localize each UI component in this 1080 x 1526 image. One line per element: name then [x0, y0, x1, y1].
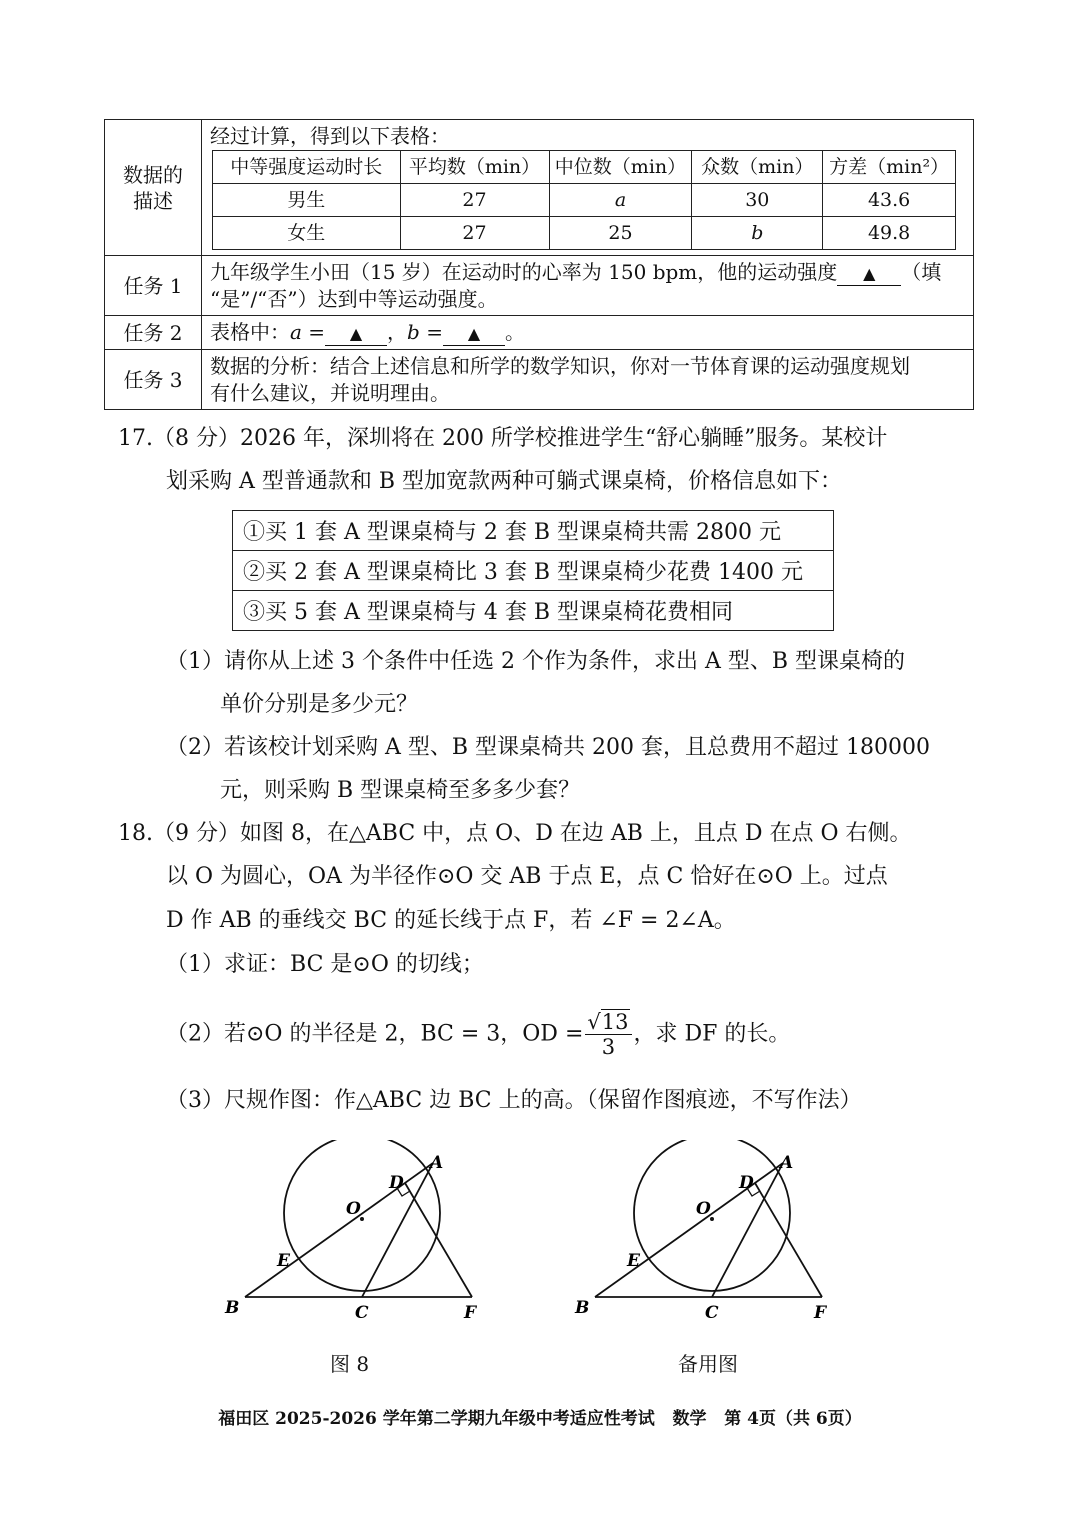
q18-line1: 18.（9 分）如图 8，在△ABC 中，点 O、D 在边 AB 上，且点 D 在点 O 右侧。: [118, 821, 912, 846]
stats-cell: 30: [692, 184, 823, 217]
label-b: B: [225, 1298, 240, 1318]
label-o: O: [346, 1199, 361, 1219]
stats-cell: 49.8: [823, 217, 956, 250]
label-f: F: [814, 1303, 827, 1323]
stats-header-cell: 平均数（min）: [400, 151, 549, 184]
q18-od-numerator: 13: [601, 1010, 629, 1034]
stats-cell: b: [692, 217, 823, 250]
label-o: O: [696, 1199, 711, 1219]
task2-a-blank[interactable]: ▲: [325, 323, 387, 346]
label-a: A: [780, 1153, 794, 1173]
task1-body: [202, 256, 974, 316]
q17-part2-line2: 元，则采购 B 型课桌椅至多多少套？: [220, 778, 581, 803]
stats-cell: 43.6: [823, 184, 956, 217]
q17-line1: 17.（8 分）2026 年，深圳将在 200 所学校推进学生“舒心躺睡”服务。某校计: [118, 426, 888, 451]
q17-part1-line1: （1）请你从上述 3 个条件中任选 2 个作为条件，求出 A 型、B 型课桌椅的: [166, 649, 906, 674]
data-description-label: [105, 120, 202, 256]
stats-cell: 男生: [213, 184, 401, 217]
task3-body: [202, 350, 974, 410]
stats-cell: 女生: [213, 217, 401, 250]
label-f: F: [464, 1303, 477, 1323]
circle-o: [284, 1140, 440, 1291]
stats-header-cell: 中等强度运动时长: [213, 151, 401, 184]
task1-label: 任务 1: [105, 256, 202, 316]
q18-od-denominator: 3: [601, 1035, 616, 1059]
data-description-body: [202, 120, 974, 256]
stats-header-row: [213, 151, 956, 184]
stats-cell: a: [549, 184, 692, 217]
stats-cell: 25: [549, 217, 692, 250]
task3-text-line1: 数据的分析：结合上述信息和所学的数学知识，你对一节体育课的运动强度规划: [210, 353, 910, 378]
task3-text-line2: 有什么建议，并说明理由。: [210, 380, 450, 405]
label-e: E: [277, 1251, 290, 1271]
stats-row-boys: [213, 184, 956, 217]
q17-condition-1: ①买 1 套 A 型课桌椅与 2 套 B 型课桌椅共需 2800 元: [233, 511, 834, 551]
label-e: E: [627, 1251, 640, 1271]
task1-text: 九年级学生小田（15 岁）在运动时的心率为 150 bpm，他的运动强度: [210, 259, 838, 284]
task2-prefix: 表格中：: [210, 320, 290, 344]
label-d: D: [739, 1173, 754, 1193]
label-c: C: [705, 1303, 719, 1323]
q17-part2-line1: （2）若该校计划采购 A 型、B 型课桌椅共 200 套，且总费用不超过 180000: [166, 735, 930, 760]
q18-od-fraction: $\frac{√13}{3}$: [585, 1010, 631, 1059]
task1-text-after: （填: [901, 259, 942, 284]
task3-row: [105, 350, 974, 410]
stats-header-cell: 中位数（min）: [549, 151, 692, 184]
figure-8: [215, 1140, 495, 1330]
q18-part2-suffix: ，求 DF 的长。: [633, 1021, 791, 1047]
stats-header-cell: 众数（min）: [692, 151, 823, 184]
segment-ba: [595, 1163, 783, 1297]
label-c: C: [355, 1303, 369, 1323]
task1-text-line2: “是”/“否”）达到中等运动强度。: [210, 286, 498, 311]
q17-conditions-table: [232, 510, 834, 631]
task1-answer-blank[interactable]: ▲: [837, 263, 901, 286]
task2-separator: ，: [387, 320, 408, 344]
q17-part1-line2: 单价分别是多少元？: [220, 692, 419, 717]
task2-b-label: b =: [407, 320, 443, 344]
q18-part1: （1）求证：BC 是⊙O 的切线；: [166, 952, 484, 977]
data-description-label-text: 数据的 描述: [123, 162, 183, 213]
label-b: B: [575, 1298, 590, 1318]
task2-a-label: a =: [290, 320, 326, 344]
caption-backup-figure: 备用图: [678, 1352, 738, 1376]
q18-part2: [166, 1010, 790, 1059]
task2-row: [105, 316, 974, 350]
task1-row: [105, 256, 974, 316]
task2-label: 任务 2: [105, 316, 202, 350]
stats-cell: 27: [400, 184, 549, 217]
q17-condition-2: ②买 2 套 A 型课桌椅比 3 套 B 型课桌椅少花费 1400 元: [233, 551, 834, 591]
q17-line2: 划采购 A 型普通款和 B 型加宽款两种可躺式课桌椅，价格信息如下：: [166, 469, 843, 494]
page-footer: 福田区 2025-2026 学年第二学期九年级中考适应性考试 数学 第 4页（共 6页）: [218, 1409, 862, 1429]
q18-part2-prefix: （2）若⊙O 的半径是 2，BC = 3，OD =: [166, 1021, 584, 1047]
stats-row-girls: [213, 217, 956, 250]
caption-figure-8: 图 8: [330, 1352, 370, 1376]
task2-body: [202, 316, 974, 350]
q17-condition-3: ③买 5 套 A 型课桌椅与 4 套 B 型课桌椅花费相同: [233, 591, 834, 631]
task2-b-blank[interactable]: ▲: [443, 323, 505, 346]
stats-cell: 27: [400, 217, 549, 250]
task2-end: 。: [504, 320, 525, 344]
q18-line3: D 作 AB 的垂线交 BC 的延长线于点 F，若 ∠F = 2∠A。: [166, 908, 736, 933]
circle-o: [634, 1140, 790, 1291]
backup-figure: [565, 1140, 845, 1330]
q18-part3: （3）尺规作图：作△ABC 边 BC 上的高。（保留作图痕迹，不写作法）: [166, 1088, 862, 1113]
stats-table: [212, 150, 956, 250]
table-intro: 经过计算，得到以下表格：: [210, 124, 450, 148]
stats-header-cell: 方差（min²）: [823, 151, 956, 184]
task-table: [104, 119, 974, 410]
task3-label: 任务 3: [105, 350, 202, 410]
label-d: D: [389, 1173, 404, 1193]
q18-line2: 以 O 为圆心，OA 为半径作⊙O 交 AB 于点 E，点 C 恰好在⊙O 上。过点: [166, 864, 888, 889]
segment-ba: [245, 1163, 433, 1297]
data-description-row: [105, 120, 974, 256]
label-a: A: [430, 1153, 444, 1173]
